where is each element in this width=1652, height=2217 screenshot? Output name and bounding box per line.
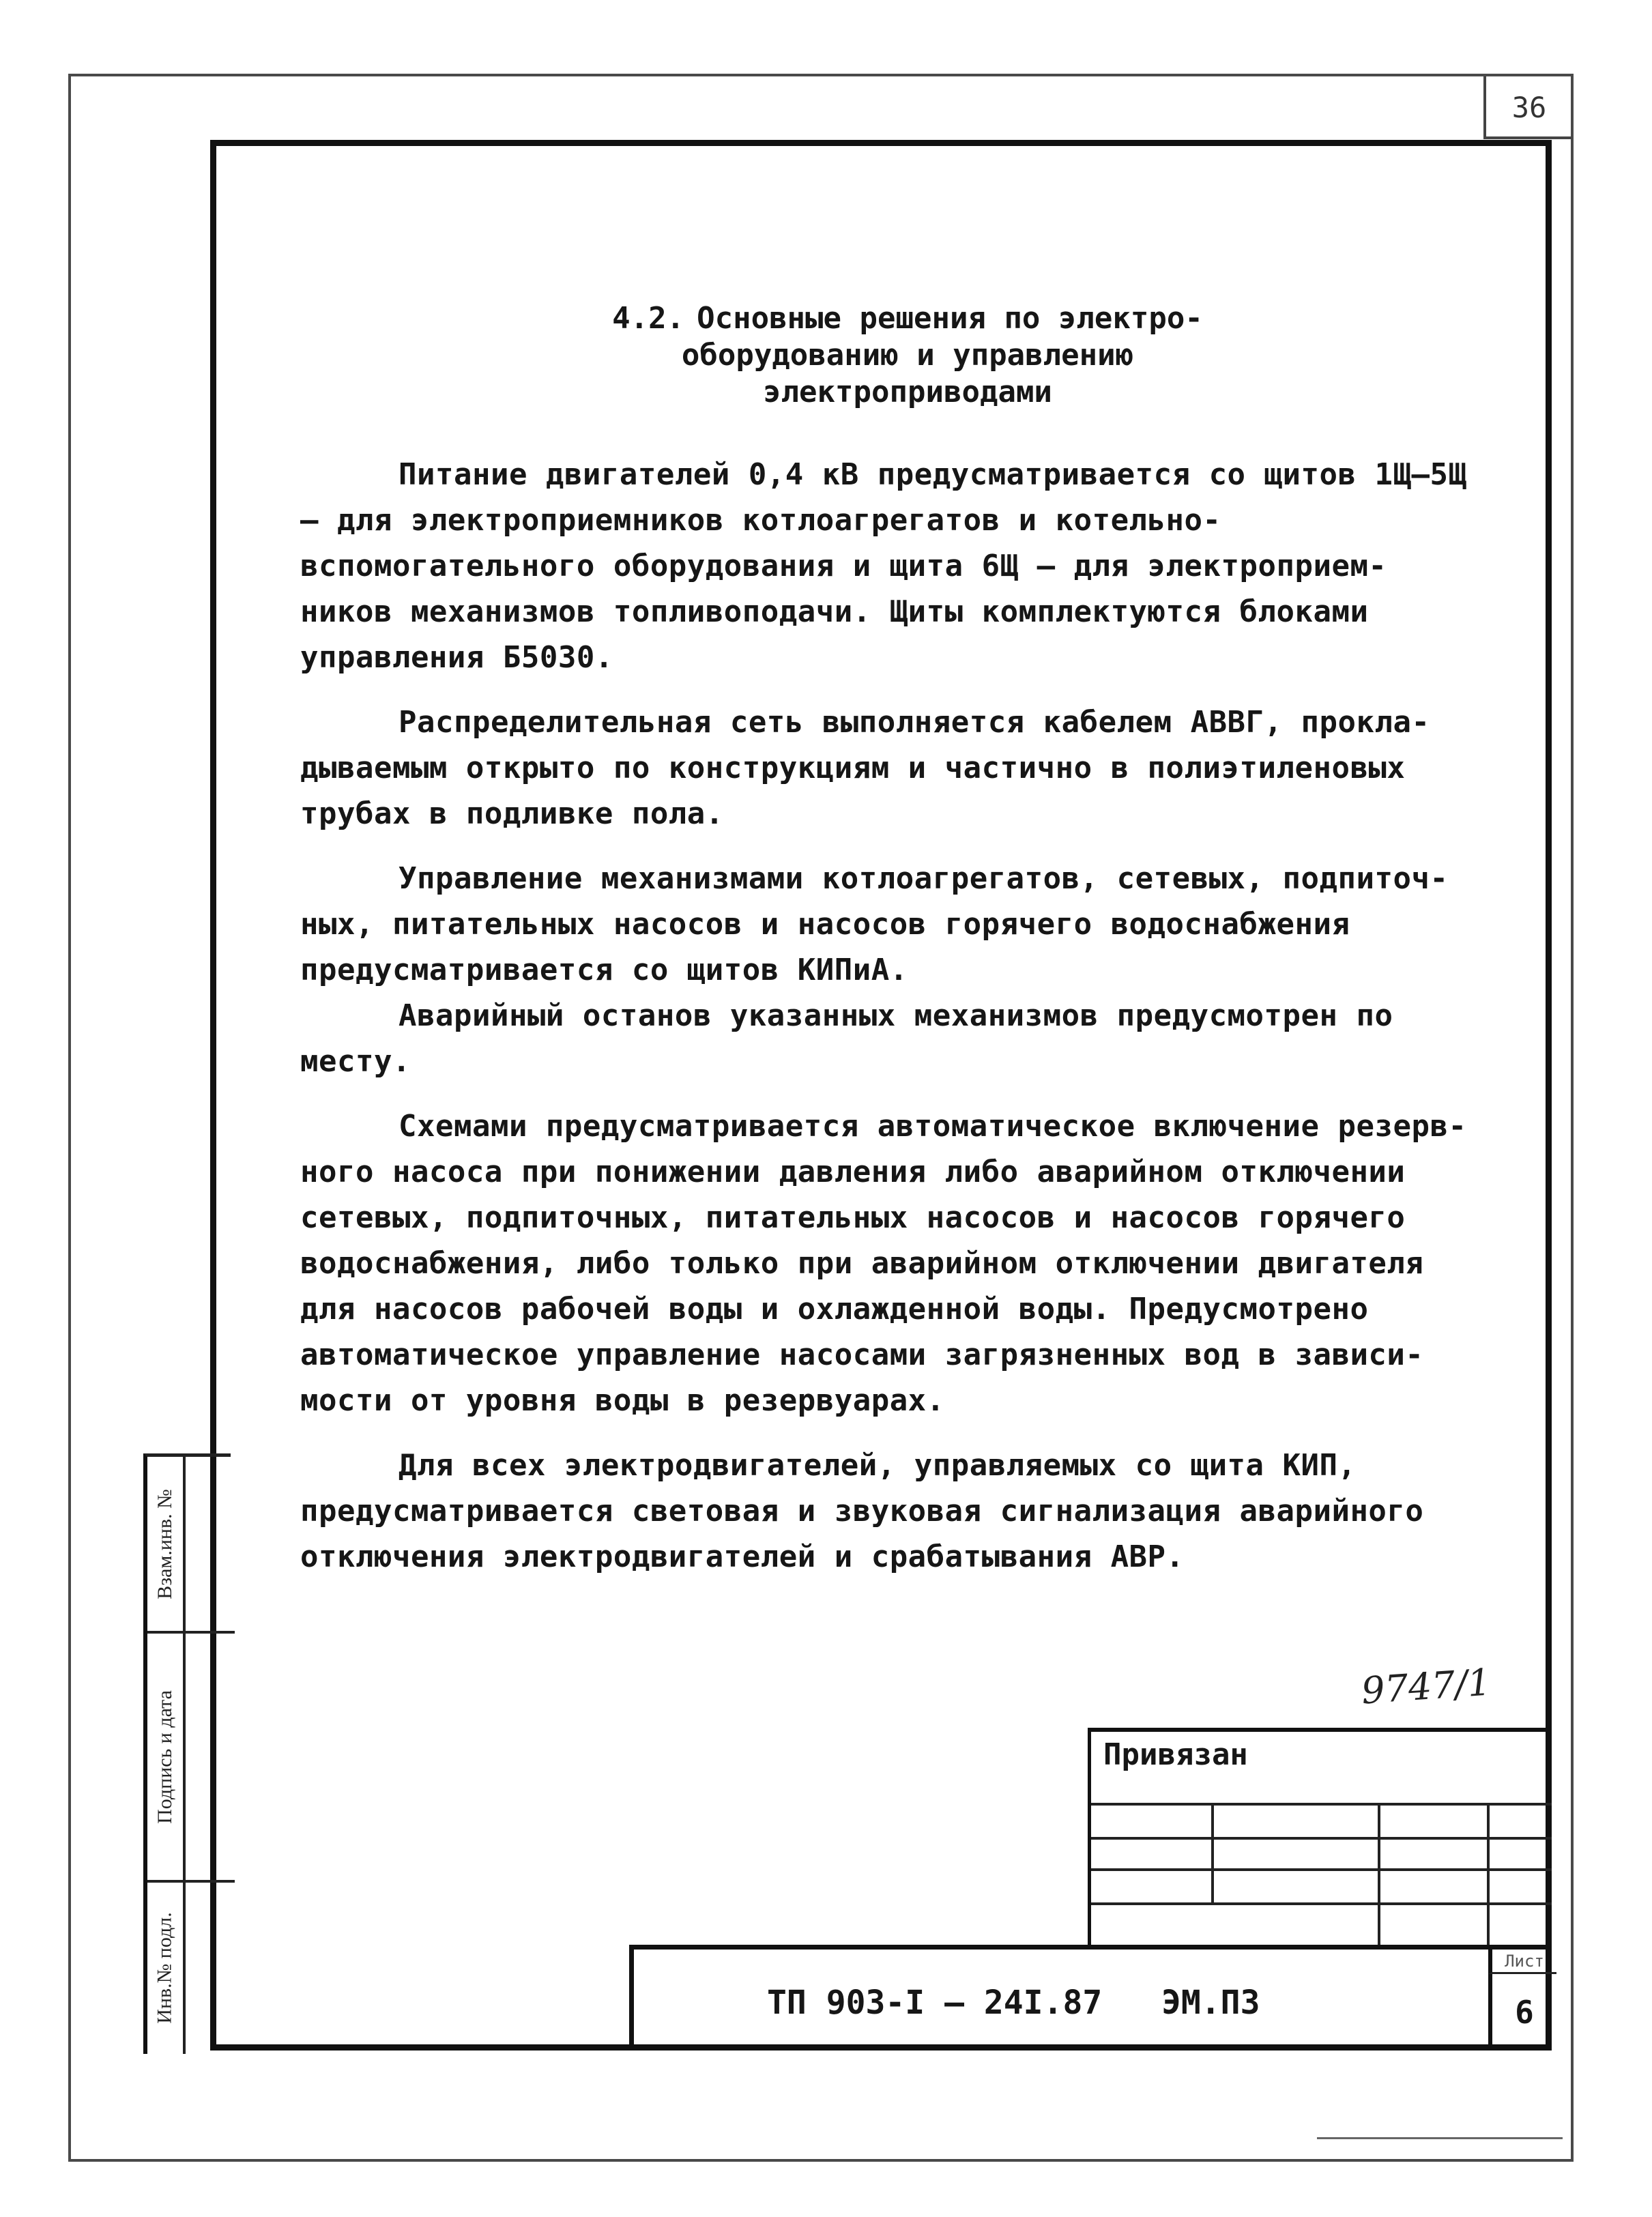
privyazan-table — [1088, 1728, 1552, 1945]
sheet-label: Лист — [1488, 1950, 1556, 1974]
table-line — [1211, 1803, 1214, 1902]
document-body — [300, 300, 1474, 1599]
paragraph-alarm-signaling: Для всех электродвигателей, управляемых со щита КИП, предусматривается световая и звуковая сигнализация аварийного отключения электродвигателей и срабатывания АВР. — [300, 1448, 1424, 1574]
scan-artifact-line — [1317, 2137, 1563, 2139]
left-side-strip — [143, 1453, 231, 2054]
original-inventory-label: Инв.№ подл. — [154, 1912, 176, 2024]
heading-line: оборудованию и управлению — [681, 338, 1134, 373]
paragraph-automatic-backup: Схемами предусматривается автоматическое включение резерв-ного насоса при понижении давления либо аварийном отключении сетевых, подпиточных, питательных насосов и насосов горячего водоснабжения, либо только при аварийном отключении двигателя для насосов рабочей воды и охлажденной воды. Предусмотрено автоматическое управление насосами загрязненных вод в зависи-мости от уровня воды в резервуарах. — [300, 1109, 1467, 1418]
sheet-number: 6 — [1488, 1974, 1556, 2051]
section-heading — [300, 300, 1474, 411]
table-line — [1091, 1868, 1552, 1871]
table-line — [1091, 1803, 1552, 1806]
strip-divider — [183, 1457, 186, 2054]
heading-line: Основные решения по электро- — [697, 301, 1203, 336]
table-line — [1091, 1902, 1552, 1905]
title-block — [629, 1945, 1552, 2051]
section-number: 4.2. — [612, 301, 685, 336]
replaced-inventory-label: Взам.инв. № — [154, 1488, 176, 1599]
paragraph-distribution-network: Распределительная сеть выполняется кабелем АВВГ, прокла-дываемым открыто по конструкциям и частично в полиэтиленовых трубах в подливке пола. — [300, 705, 1430, 831]
table-line — [1091, 1837, 1552, 1840]
document-code: ТП 903-I – 24I.87 ЭМ.ПЗ — [767, 1984, 1260, 2022]
table-line — [1378, 1803, 1380, 1945]
corner-page-number: 36 — [1483, 76, 1572, 139]
table-line — [1487, 1803, 1490, 1945]
heading-line: электроприводами — [763, 375, 1052, 409]
paragraph-mechanism-control: Управление механизмами котлоагрегатов, сетевых, подпиточ-ных, питательных насосов и насосов горячего водоснабжения предусматривается со щитов КИПиА. — [300, 861, 1449, 987]
signature-date-label: Подпись и дата — [154, 1690, 177, 1824]
handwritten-sheet-reference: 9747/1 — [1360, 1660, 1492, 1713]
paragraph-emergency-stop: Аварийный останов указанных механизмов предусмотрен по месту. — [300, 998, 1393, 1079]
privyazan-label: Привязан — [1103, 1737, 1248, 1772]
paragraph-power-supply: Питание двигателей 0,4 кВ предусматривается со щитов 1Щ–5Щ – для электроприемников котлоагрегатов и котельно-вспомогательного оборудования и щита 6Щ – для электроприем-ников механизмов топливоподачи. Щиты комплектуются блоками управления Б5030. — [300, 457, 1467, 675]
